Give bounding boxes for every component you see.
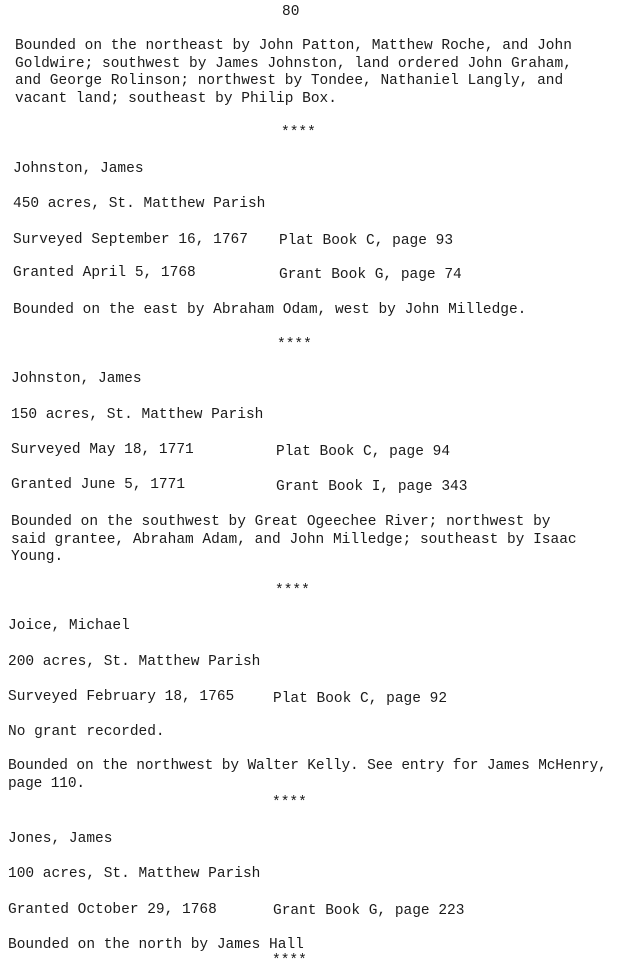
entry-surveyed: Surveyed September 16, 1767 [13, 232, 248, 248]
entry-bounded: Bounded on the east by Abraham Odam, west by John Milledge. [13, 302, 527, 318]
entry-acres: 150 acres, St. Matthew Parish [11, 407, 264, 423]
entry-granted: Granted June 5, 1771 [11, 477, 186, 493]
separator: **** [275, 583, 310, 599]
entry-surveyed: Surveyed May 18, 1771 [11, 442, 194, 458]
entry-plat-book: Plat Book C, page 94 [276, 444, 451, 460]
entry-no-grant: No grant recorded. [8, 724, 165, 740]
entry-plat-book: Plat Book C, page 93 [279, 233, 454, 249]
entry-name: Joice, Michael [8, 618, 130, 634]
separator: **** [272, 953, 307, 969]
entry-acres: 200 acres, St. Matthew Parish [8, 654, 261, 670]
entry-grant-book: Grant Book G, page 223 [273, 903, 465, 919]
entry-acres: 100 acres, St. Matthew Parish [8, 866, 261, 882]
page-number: 80 [282, 4, 300, 20]
entry-grant-book: Grant Book G, page 74 [279, 267, 462, 283]
entry-grant-book: Grant Book I, page 343 [276, 479, 468, 495]
entry-surveyed: Surveyed February 18, 1765 [8, 689, 235, 705]
entry-name: Johnston, James [11, 371, 142, 387]
entry-name: Jones, James [8, 831, 113, 847]
separator: **** [277, 337, 312, 353]
entry-name: Johnston, James [13, 161, 144, 177]
separator: **** [281, 125, 316, 141]
separator: **** [272, 795, 307, 811]
entry-bounded: Bounded on the northwest by Walter Kelly. See entry for James McHenry, page 110. [8, 758, 607, 792]
entry-granted: Granted October 29, 1768 [8, 902, 217, 918]
entry-acres: 450 acres, St. Matthew Parish [13, 196, 266, 212]
entry-bounded: Bounded on the southwest by Great Ogeechee River; northwest by said grantee, Abraham Adam, and John Milledge; southeast by Isaac Young. [11, 514, 577, 565]
entry-bounded: Bounded on the north by James Hall [8, 937, 304, 953]
entry-granted: Granted April 5, 1768 [13, 265, 196, 281]
entry-plat-book: Plat Book C, page 92 [273, 691, 448, 707]
intro-paragraph: Bounded on the northeast by John Patton, Matthew Roche, and John Goldwire; southwest by James Johnston, land ordered John Graham, and George Rolinson; northwest by Tondee, Nathaniel Langly, and vacant land; southeast by Philip Box. [15, 38, 572, 107]
